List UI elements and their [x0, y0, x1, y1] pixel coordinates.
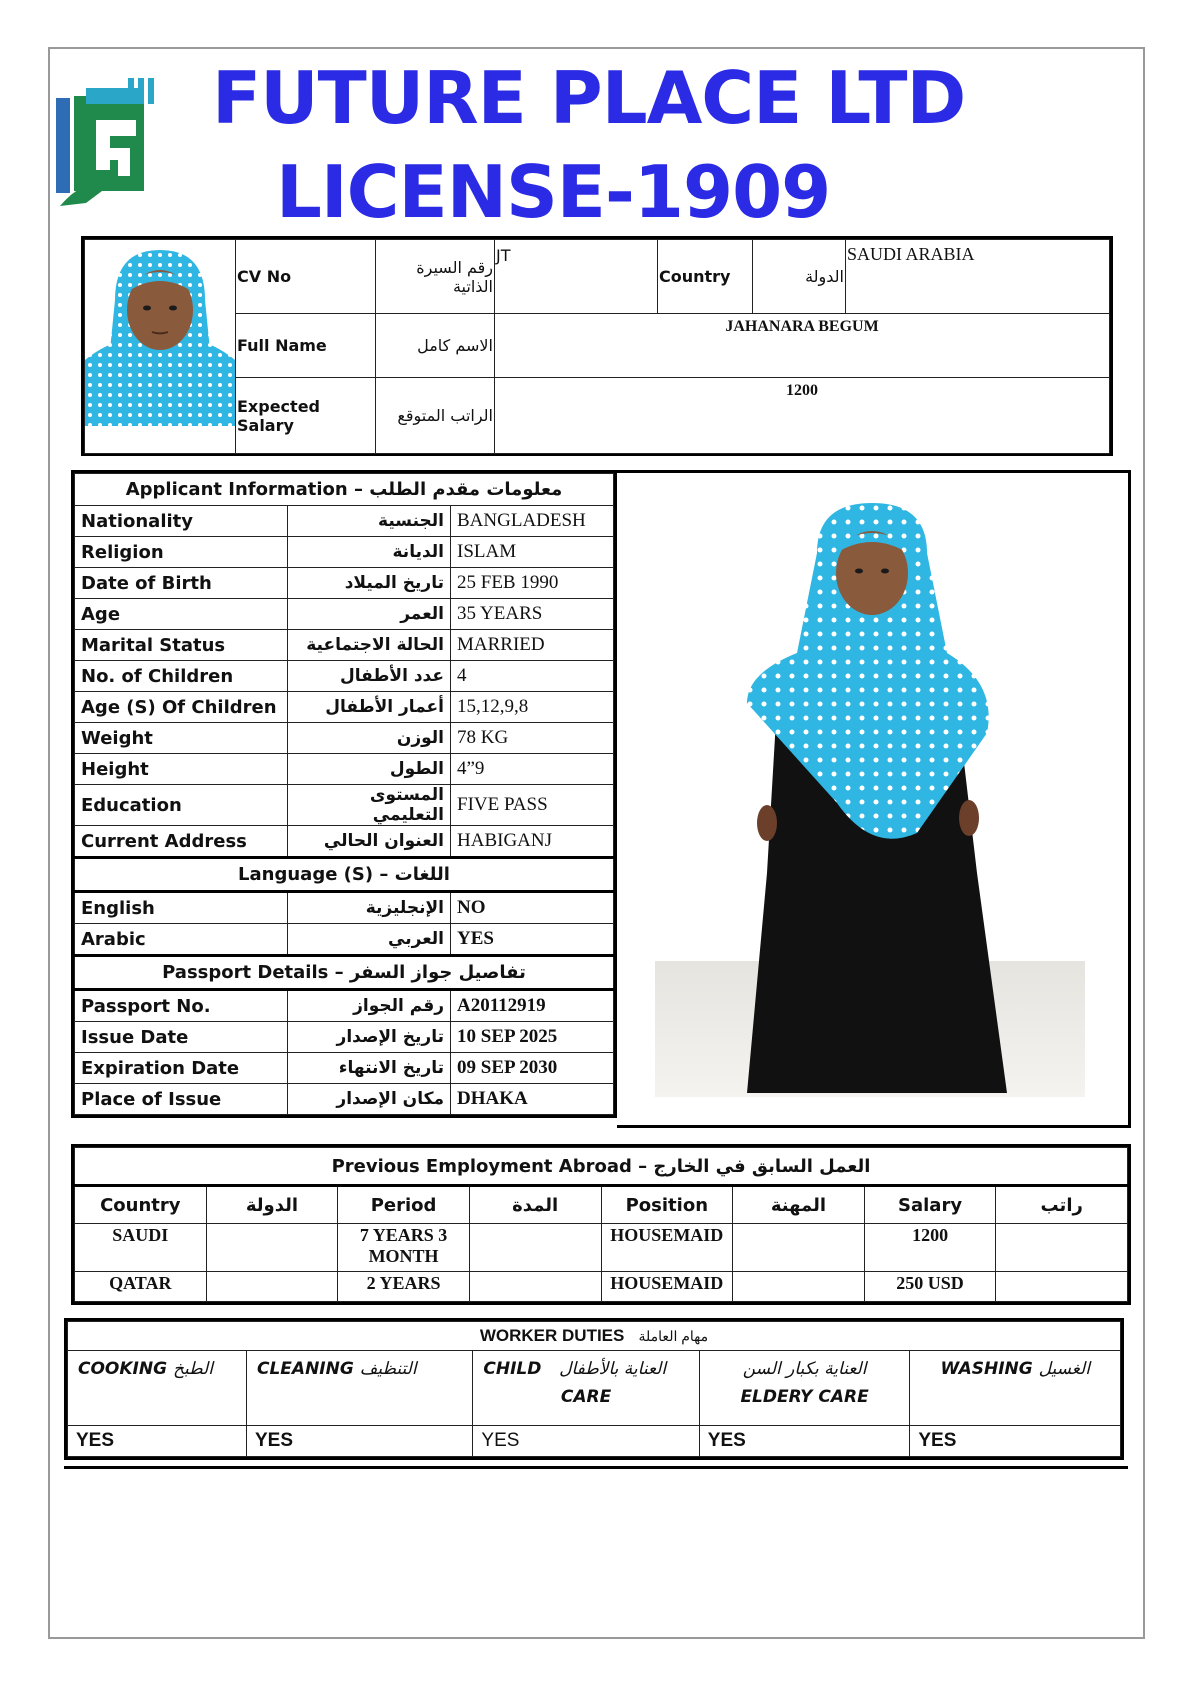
emp-position: HOUSEMAID	[601, 1224, 733, 1272]
duty-eldery-care-value: YES	[699, 1426, 910, 1457]
education-value: FIVE PASS	[451, 785, 614, 826]
passport-no-value: A20112919	[451, 990, 614, 1022]
cv-no-value: JT	[495, 240, 658, 314]
full-name-label: Full Name	[236, 314, 376, 378]
issue-date-value: 10 SEP 2025	[451, 1022, 614, 1053]
expected-salary-label-ar: الراتب المتوقع	[376, 378, 495, 454]
full-body-photo	[617, 473, 1128, 1125]
place-of-issue-value: DHAKA	[451, 1084, 614, 1115]
table-row	[75, 826, 614, 858]
address-label-ar: العنوان الحالي	[288, 826, 451, 858]
height-value: 4”9	[451, 754, 614, 785]
children-count-label-ar: عدد الأطفال	[288, 661, 451, 692]
emp-salary: 250 USD	[864, 1272, 996, 1302]
table-row	[75, 924, 614, 956]
applicant-section-title: Applicant Information – معلومات مقدم الطلب	[75, 474, 614, 506]
duty-washing-value: YES	[910, 1426, 1121, 1457]
table-row	[75, 892, 614, 924]
duty-cleaning-en: CLEANING	[257, 1359, 354, 1379]
arabic-label: Arabic	[75, 924, 288, 956]
duty-washing-en: WASHING	[940, 1359, 1033, 1379]
height-label-ar: الطول	[288, 754, 451, 785]
religion-value: ISLAM	[451, 537, 614, 568]
table-row	[75, 723, 614, 754]
weight-value: 78 KG	[451, 723, 614, 754]
duty-eldery-en: ELDERY CARE	[740, 1387, 869, 1407]
country-value: SAUDI ARABIA	[846, 240, 1110, 314]
duty-cleaning	[247, 1351, 473, 1426]
religion-label: Religion	[75, 537, 288, 568]
passport-section-title: Passport Details – تفاصيل جواز السفر	[75, 956, 614, 990]
company-logo	[56, 78, 166, 213]
table-row	[75, 1084, 614, 1115]
duty-washing	[910, 1351, 1121, 1426]
cv-no-label-ar: رقم السيرة الذاتية	[376, 240, 495, 314]
nationality-label-ar: الجنسية	[288, 506, 451, 537]
portrait-photo	[85, 240, 235, 426]
col-position-ar: المهنة	[733, 1186, 865, 1224]
col-country-ar: الدولة	[206, 1186, 338, 1224]
dob-value: 25 FEB 1990	[451, 568, 614, 599]
arabic-label-ar: العربي	[288, 924, 451, 956]
place-of-issue-label-ar: مكان الإصدار	[288, 1084, 451, 1115]
education-label: Education	[75, 785, 288, 826]
duty-child-care	[473, 1351, 699, 1426]
license-number: LICENSE-1909	[276, 150, 831, 234]
cv-no-label: CV No	[236, 240, 376, 314]
children-ages-label-ar: أعمار الأطفال	[288, 692, 451, 723]
place-of-issue-label: Place of Issue	[75, 1084, 288, 1115]
duty-cleaning-value: YES	[247, 1426, 473, 1457]
bottom-divider	[64, 1466, 1128, 1469]
nationality-value: BANGLADESH	[451, 506, 614, 537]
duty-washing-ar: الغسيل	[1038, 1359, 1090, 1379]
col-position: Position	[601, 1186, 733, 1224]
language-section-title: Language (S) – اللغات	[75, 858, 614, 892]
table-row	[75, 630, 614, 661]
weight-label-ar: الوزن	[288, 723, 451, 754]
duties-section-title	[68, 1322, 1121, 1351]
age-label: Age	[75, 599, 288, 630]
emp-country: QATAR	[75, 1272, 207, 1302]
duties-title-en: WORKER DUTIES	[479, 1326, 625, 1345]
full-body-photo-box	[617, 470, 1131, 1128]
col-salary: Salary	[864, 1186, 996, 1224]
age-label-ar: العمر	[288, 599, 451, 630]
col-salary-ar: راتب	[996, 1186, 1128, 1224]
children-count-label: No. of Children	[75, 661, 288, 692]
country-label: Country	[658, 240, 753, 314]
expiration-date-label: Expiration Date	[75, 1053, 288, 1084]
address-label: Current Address	[75, 826, 288, 858]
duties-title-ar: مهام العاملة	[638, 1328, 709, 1344]
english-label-ar: الإنجليزية	[288, 892, 451, 924]
full-name-label-ar: الاسم كامل	[376, 314, 495, 378]
expected-salary-label: Expected Salary	[236, 378, 376, 454]
duty-cooking	[68, 1351, 247, 1426]
marital-status-label: Marital Status	[75, 630, 288, 661]
marital-status-value: MARRIED	[451, 630, 614, 661]
table-row	[75, 661, 614, 692]
education-label-ar: المستوى التعليمي	[288, 785, 451, 826]
duty-cleaning-ar: التنظيف	[359, 1359, 417, 1379]
duty-cooking-en: COOKING	[78, 1359, 168, 1379]
portrait-cell	[85, 240, 236, 454]
applicant-info-table	[71, 470, 617, 1118]
emp-period: 2 YEARS	[338, 1272, 470, 1302]
worker-duties-table	[64, 1318, 1124, 1460]
emp-salary: 1200	[864, 1224, 996, 1272]
table-row	[75, 568, 614, 599]
header-block	[81, 236, 1113, 456]
previous-employment-table	[71, 1144, 1131, 1305]
col-period: Period	[338, 1186, 470, 1224]
dob-label-ar: تاريخ الميلاد	[288, 568, 451, 599]
table-row	[75, 785, 614, 826]
emp-position: HOUSEMAID	[601, 1272, 733, 1302]
table-row	[75, 1224, 1128, 1272]
children-ages-label: Age (S) Of Children	[75, 692, 288, 723]
table-row	[75, 1272, 1128, 1302]
issue-date-label-ar: تاريخ الإصدار	[288, 1022, 451, 1053]
table-row	[75, 692, 614, 723]
weight-label: Weight	[75, 723, 288, 754]
religion-label-ar: الديانة	[288, 537, 451, 568]
full-name-value: JAHANARA BEGUM	[495, 314, 1110, 378]
duty-child-care-en: CARE	[560, 1387, 612, 1407]
duty-cooking-value: YES	[68, 1426, 247, 1457]
table-row	[75, 599, 614, 630]
employment-section-title: Previous Employment Abroad – العمل السابق في الخارج	[75, 1148, 1128, 1186]
table-row	[75, 754, 614, 785]
arabic-value: YES	[451, 924, 614, 956]
passport-no-label: Passport No.	[75, 990, 288, 1022]
duty-eldery-care	[699, 1351, 910, 1426]
duty-child-ar: العناية بالأطفال	[559, 1359, 667, 1379]
country-label-ar: الدولة	[753, 240, 846, 314]
nationality-label: Nationality	[75, 506, 288, 537]
table-row	[75, 1022, 614, 1053]
english-value: NO	[451, 892, 614, 924]
table-row	[75, 990, 614, 1022]
table-row	[75, 537, 614, 568]
height-label: Height	[75, 754, 288, 785]
age-value: 35 YEARS	[451, 599, 614, 630]
dob-label: Date of Birth	[75, 568, 288, 599]
duty-child-en: CHILD	[483, 1359, 542, 1379]
emp-period: 7 YEARS 3 MONTH	[338, 1224, 470, 1272]
expiration-date-label-ar: تاريخ الانتهاء	[288, 1053, 451, 1084]
expected-salary-value: 1200	[495, 378, 1110, 454]
english-label: English	[75, 892, 288, 924]
duty-child-care-value: YES	[473, 1426, 699, 1457]
col-period-ar: المدة	[469, 1186, 601, 1224]
issue-date-label: Issue Date	[75, 1022, 288, 1053]
children-ages-value: 15,12,9,8	[451, 692, 614, 723]
col-country: Country	[75, 1186, 207, 1224]
table-row	[75, 1053, 614, 1084]
marital-status-label-ar: الحالة الاجتماعية	[288, 630, 451, 661]
passport-no-label-ar: رقم الجواز	[288, 990, 451, 1022]
duty-cooking-ar: الطبخ	[172, 1359, 213, 1379]
company-name: FUTURE PLACE LTD	[212, 56, 966, 140]
duty-eldery-ar: العناية بكبار السن	[742, 1359, 867, 1379]
address-value: HABIGANJ	[451, 826, 614, 858]
children-count-value: 4	[451, 661, 614, 692]
emp-country: SAUDI	[75, 1224, 207, 1272]
expiration-date-value: 09 SEP 2030	[451, 1053, 614, 1084]
table-row	[75, 506, 614, 537]
